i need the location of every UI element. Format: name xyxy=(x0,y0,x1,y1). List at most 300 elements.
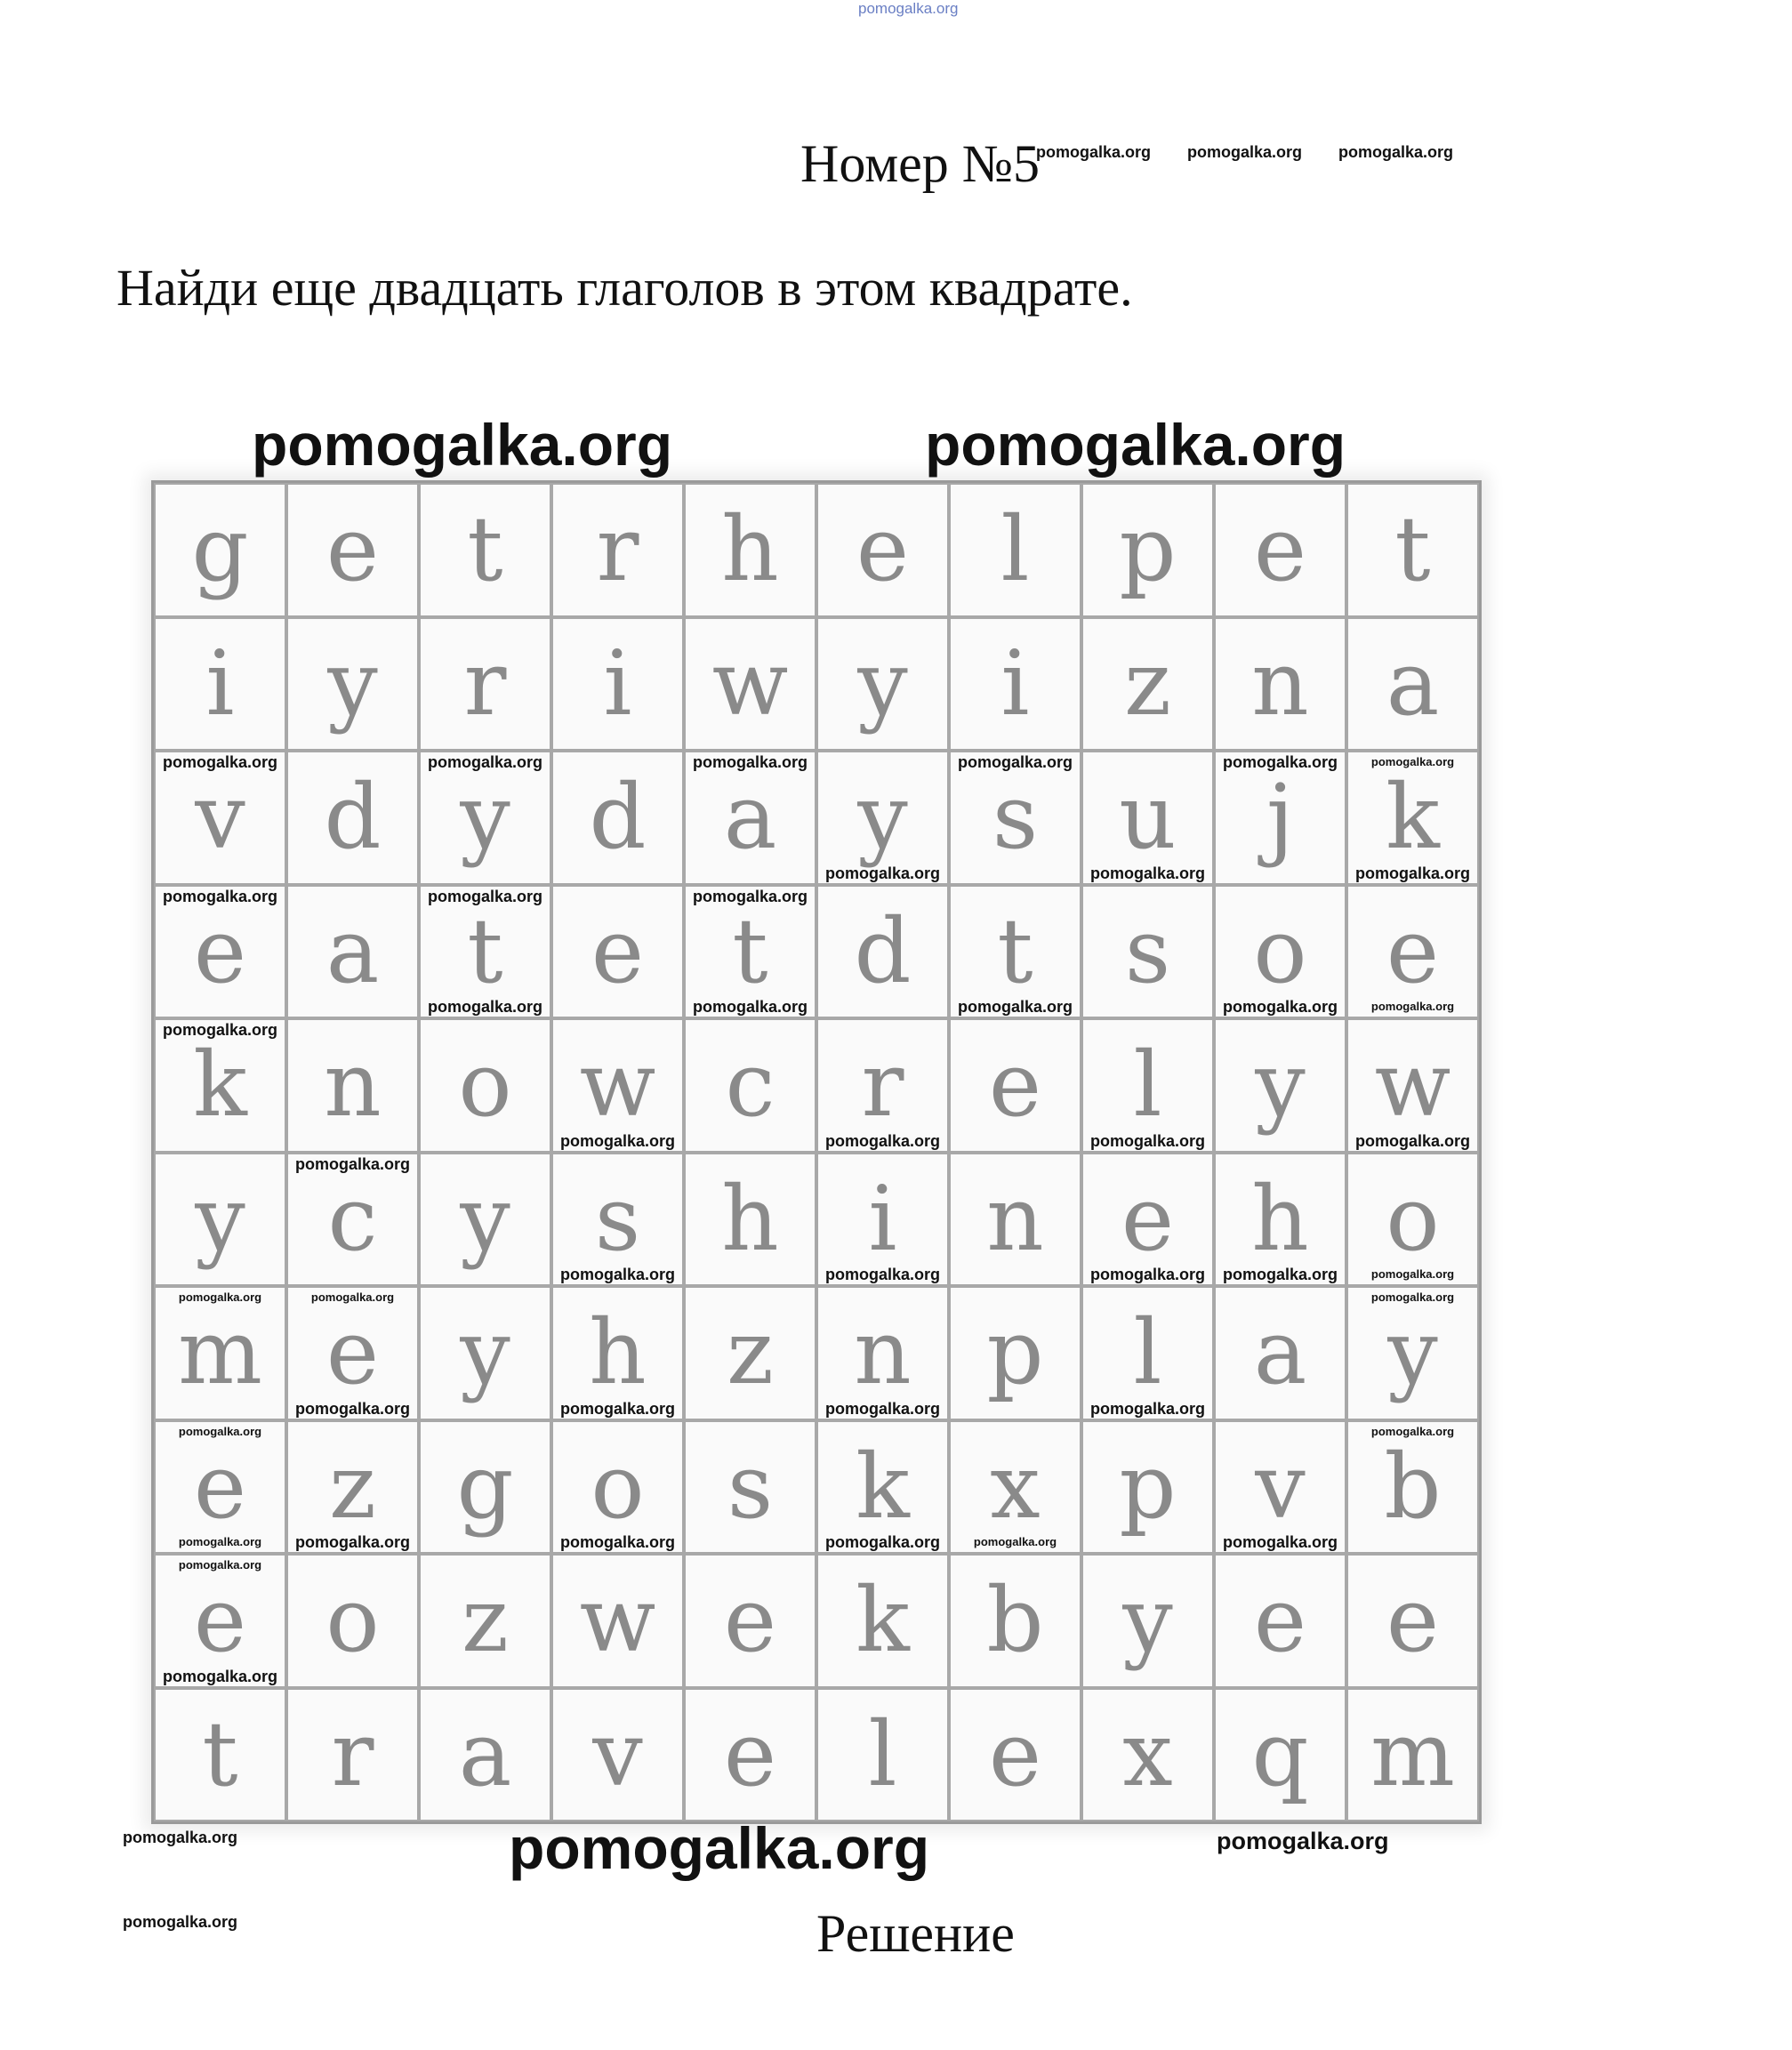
cell-watermark-slot xyxy=(818,997,947,1017)
grid-cell xyxy=(1081,617,1214,752)
watermark: pomogalka.org xyxy=(1222,1266,1338,1283)
grid-cell xyxy=(684,1420,816,1555)
cell-watermark-slot xyxy=(1083,1399,1212,1419)
watermark: pomogalka.org xyxy=(824,1399,940,1418)
grid-cell xyxy=(1081,1688,1214,1822)
grid-cell xyxy=(816,1554,949,1688)
grid-letter: r xyxy=(596,497,639,602)
grid-cell xyxy=(816,617,949,752)
watermark: pomogalka.org xyxy=(1354,864,1470,882)
cell-watermark-slot xyxy=(818,1667,947,1686)
grid-cell xyxy=(286,1554,419,1688)
grid-letter: a xyxy=(325,898,380,1003)
cell-watermark-slot xyxy=(951,1399,1080,1419)
grid-cell xyxy=(154,617,286,752)
grid-letter: a xyxy=(458,1701,512,1806)
watermark: pomogalka.org xyxy=(559,1399,675,1418)
grid-letter: t xyxy=(732,898,768,1003)
watermark: pomogalka.org xyxy=(162,1021,277,1039)
cell-watermark-slot xyxy=(156,1131,285,1151)
grid-letter: t xyxy=(997,898,1033,1003)
watermark: pomogalka.org xyxy=(1338,143,1454,161)
grid-cell xyxy=(1081,1153,1214,1287)
grid-cell xyxy=(949,617,1081,752)
cell-watermark-slot xyxy=(686,729,815,749)
cell-watermark-slot xyxy=(686,1399,815,1419)
grid-cell xyxy=(684,1554,816,1688)
grid-cell xyxy=(419,483,551,617)
cell-watermark-slot xyxy=(421,1667,550,1686)
grid-cell xyxy=(949,885,1081,1019)
grid-letter: e xyxy=(1121,1166,1175,1271)
cell-watermark-slot xyxy=(1348,1532,1477,1552)
cell-watermark-slot xyxy=(421,596,550,615)
cell-watermark-slot xyxy=(1348,729,1477,749)
grid-cell xyxy=(1081,483,1214,617)
cell-watermark-slot xyxy=(686,1667,815,1686)
cell-watermark-slot xyxy=(686,997,815,1017)
grid-cell xyxy=(1214,885,1346,1019)
cell-watermark-slot xyxy=(1083,864,1212,883)
grid-cell xyxy=(551,1554,684,1688)
grid-cell xyxy=(551,751,684,885)
grid-cell xyxy=(286,1153,419,1287)
watermark: pomogalka.org xyxy=(957,998,1073,1016)
grid-letter: i xyxy=(868,1166,897,1271)
grid-letter: h xyxy=(589,1300,647,1405)
cell-watermark-slot xyxy=(1216,596,1345,615)
grid-letter: a xyxy=(1253,1300,1307,1405)
grid-letter: y xyxy=(460,1166,510,1271)
grid-letter: e xyxy=(325,1300,380,1405)
cell-watermark-slot xyxy=(818,596,947,615)
watermark: pomogalka.org xyxy=(294,1154,410,1173)
watermark: pomogalka.org xyxy=(310,1290,395,1304)
grid-letter: y xyxy=(327,631,378,736)
grid-letter: y xyxy=(857,631,908,736)
cell-watermark-slot xyxy=(156,997,285,1017)
grid-cell xyxy=(551,617,684,752)
grid-letter: q xyxy=(1251,1701,1309,1806)
grid-cell xyxy=(419,1420,551,1555)
grid-cell xyxy=(816,1018,949,1153)
cell-watermark-slot xyxy=(1348,596,1477,615)
grid-cell xyxy=(1214,1018,1346,1153)
watermark: pomogalka.org xyxy=(1222,1533,1338,1551)
watermark: pomogalka.org xyxy=(1089,1131,1205,1150)
watermark: pomogalka.org xyxy=(427,753,542,771)
grid-cell xyxy=(1346,1286,1479,1420)
grid-letter: c xyxy=(725,1033,775,1138)
watermark: pomogalka.org xyxy=(123,1829,238,1846)
grid-cell xyxy=(154,1018,286,1153)
grid-cell xyxy=(949,1018,1081,1153)
cell-watermark-slot xyxy=(288,729,417,749)
grid-cell xyxy=(816,885,949,1019)
cell-watermark-slot xyxy=(553,864,682,883)
grid-letter: e xyxy=(193,1568,247,1673)
grid-letter: h xyxy=(721,1166,779,1271)
grid-cell xyxy=(551,483,684,617)
watermark: pomogalka.org xyxy=(509,1815,930,1881)
grid-letter: p xyxy=(1119,497,1177,602)
grid-cell xyxy=(154,483,286,617)
cell-watermark-slot xyxy=(1216,997,1345,1017)
grid-cell xyxy=(949,1554,1081,1688)
grid-letter: k xyxy=(856,1568,910,1673)
grid-cell xyxy=(816,1286,949,1420)
cell-watermark-slot xyxy=(1348,864,1477,883)
cell-watermark-slot xyxy=(686,864,815,883)
grid-letter: i xyxy=(603,631,632,736)
watermark: pomogalka.org xyxy=(692,998,808,1016)
grid-cell xyxy=(551,1420,684,1555)
cell-watermark-slot xyxy=(1083,1800,1212,1820)
grid-letter: p xyxy=(1119,1434,1177,1539)
grid-letter: r xyxy=(463,631,507,736)
solution-heading: Решение xyxy=(816,1904,1015,1963)
grid-cell xyxy=(286,483,419,617)
cell-watermark-slot xyxy=(1348,997,1477,1017)
grid-letter: g xyxy=(191,497,249,602)
grid-letter: e xyxy=(988,1701,1042,1806)
watermark: pomogalka.org xyxy=(162,753,277,771)
cell-watermark-slot xyxy=(951,1800,1080,1820)
cell-watermark-slot xyxy=(686,1532,815,1552)
grid-cell xyxy=(684,1286,816,1420)
grid-letter: o xyxy=(325,1568,380,1673)
cell-watermark-slot xyxy=(421,864,550,883)
grid-letter: y xyxy=(460,1300,510,1405)
cell-watermark-slot xyxy=(156,1800,285,1820)
cell-watermark-slot xyxy=(686,1131,815,1151)
grid-letter: v xyxy=(195,765,245,870)
grid-cell xyxy=(816,1688,949,1822)
grid-cell xyxy=(949,1688,1081,1822)
watermark: pomogalka.org xyxy=(1089,1399,1205,1418)
cell-watermark-slot xyxy=(156,729,285,749)
grid-cell xyxy=(419,1688,551,1822)
grid-letter: s xyxy=(727,1434,774,1539)
grid-letter: a xyxy=(723,765,777,870)
grid-cell xyxy=(1346,1554,1479,1688)
cell-watermark-slot xyxy=(288,997,417,1017)
grid-letter: e xyxy=(723,1701,777,1806)
grid-cell xyxy=(419,751,551,885)
grid-letter: e xyxy=(723,1568,777,1673)
grid-letter: n xyxy=(986,1166,1044,1271)
grid-cell xyxy=(816,483,949,617)
watermark: pomogalka.org xyxy=(957,753,1073,771)
grid-letter: t xyxy=(1394,497,1431,602)
watermark: pomogalka.org xyxy=(559,1266,675,1283)
grid-cell xyxy=(419,617,551,752)
cell-watermark-slot xyxy=(421,1532,550,1552)
watermark: pomogalka.org xyxy=(1217,1828,1389,1854)
grid-cell xyxy=(684,751,816,885)
grid-cell xyxy=(1214,1554,1346,1688)
grid-letter: n xyxy=(854,1300,912,1405)
grid-letter: e xyxy=(193,898,247,1003)
watermark: pomogalka.org xyxy=(162,1667,277,1685)
watermark: pomogalka.org xyxy=(178,1424,262,1438)
cell-watermark-slot xyxy=(421,997,550,1017)
grid-letter: y xyxy=(195,1166,245,1271)
watermark: pomogalka.org xyxy=(162,887,277,905)
cell-watermark-slot xyxy=(156,1399,285,1419)
watermark: pomogalka.org xyxy=(1370,1267,1455,1281)
grid-letter: y xyxy=(1387,1300,1438,1405)
watermark: pomogalka.org xyxy=(824,1266,940,1283)
cell-watermark-slot xyxy=(288,1800,417,1820)
watermark: pomogalka.org xyxy=(1222,753,1338,771)
grid-cell xyxy=(419,1153,551,1287)
cell-watermark-slot xyxy=(288,1399,417,1419)
cell-watermark-slot xyxy=(553,1532,682,1552)
grid-letter: v xyxy=(592,1701,643,1806)
grid-cell xyxy=(1214,1153,1346,1287)
grid-cell xyxy=(551,1153,684,1287)
cell-watermark-slot xyxy=(1216,1399,1345,1419)
cell-watermark-slot xyxy=(951,997,1080,1017)
grid-letter: m xyxy=(178,1300,262,1405)
grid-cell xyxy=(419,1286,551,1420)
grid-letter: e xyxy=(1253,497,1307,602)
grid-letter: x xyxy=(1122,1701,1173,1806)
grid-letter: h xyxy=(1251,1166,1309,1271)
grid-cell xyxy=(286,1018,419,1153)
watermark: pomogalka.org xyxy=(692,887,808,905)
grid-cell xyxy=(419,1554,551,1688)
grid-letter: i xyxy=(1000,631,1030,736)
grid-cell xyxy=(286,1420,419,1555)
watermark: pomogalka.org xyxy=(178,1535,262,1548)
watermark: pomogalka.org xyxy=(123,1913,238,1931)
watermark: pomogalka.org xyxy=(824,1131,940,1150)
grid-letter: a xyxy=(1386,631,1440,736)
grid-cell xyxy=(1081,1018,1214,1153)
grid-cell xyxy=(551,1018,684,1153)
grid-letter: k xyxy=(193,1033,247,1138)
grid-cell xyxy=(684,483,816,617)
grid-cell xyxy=(684,885,816,1019)
grid-cell xyxy=(684,617,816,752)
cell-watermark-slot xyxy=(288,864,417,883)
grid-letter: l xyxy=(868,1701,897,1806)
grid-cell xyxy=(1214,483,1346,617)
grid-cell xyxy=(551,1688,684,1822)
grid-letter: r xyxy=(861,1033,904,1138)
grid-letter: s xyxy=(1124,898,1171,1003)
cell-watermark-slot xyxy=(1216,1265,1345,1284)
cell-watermark-slot xyxy=(1348,1265,1477,1284)
grid-cell xyxy=(1346,885,1479,1019)
grid-cell xyxy=(154,1286,286,1420)
cell-watermark-slot xyxy=(1348,1667,1477,1686)
cell-watermark-slot xyxy=(288,1532,417,1552)
cell-watermark-slot xyxy=(1216,1667,1345,1686)
grid-letter: w xyxy=(711,631,789,736)
cell-watermark-slot xyxy=(421,1131,550,1151)
watermark: pomogalka.org xyxy=(1370,755,1455,768)
word-search-grid xyxy=(151,480,1482,1824)
grid-letter: l xyxy=(1133,1033,1162,1138)
grid-letter: i xyxy=(205,631,235,736)
cell-watermark-slot xyxy=(1348,1131,1477,1151)
cell-watermark-slot xyxy=(1216,864,1345,883)
grid-letter: k xyxy=(1386,765,1440,870)
task-instruction: Найди еще двадцать глаголов в этом квадрате. xyxy=(117,259,1133,317)
watermark: pomogalka.org xyxy=(1222,998,1338,1016)
cell-watermark-slot xyxy=(421,1265,550,1284)
grid-cell xyxy=(419,1018,551,1153)
watermark: pomogalka.org xyxy=(925,412,1346,478)
grid-letter: e xyxy=(325,497,380,602)
grid-letter: d xyxy=(324,765,382,870)
grid-cell xyxy=(816,1153,949,1287)
cell-watermark-slot xyxy=(951,1532,1080,1552)
grid-letter: e xyxy=(856,497,910,602)
grid-cell xyxy=(154,1554,286,1688)
cell-watermark-slot xyxy=(1083,729,1212,749)
cell-watermark-slot xyxy=(156,864,285,883)
grid-letter: m xyxy=(1370,1701,1455,1806)
watermark: pomogalka.org xyxy=(824,864,940,882)
grid-letter: d xyxy=(589,765,647,870)
watermark: pomogalka.org xyxy=(559,1533,675,1551)
grid-cell xyxy=(1346,1420,1479,1555)
watermark: pomogalka.org xyxy=(1089,864,1205,882)
site-watermark-top: pomogalka.org xyxy=(858,0,959,17)
grid-letter: g xyxy=(456,1434,514,1539)
grid-letter: t xyxy=(467,898,503,1003)
cell-watermark-slot xyxy=(1083,1265,1212,1284)
grid-cell xyxy=(949,751,1081,885)
grid-cell xyxy=(949,1286,1081,1420)
cell-watermark-slot xyxy=(553,1667,682,1686)
grid-letter: z xyxy=(329,1434,376,1539)
grid-cell xyxy=(1346,1018,1479,1153)
grid-cell xyxy=(1346,617,1479,752)
grid-letter: y xyxy=(857,765,908,870)
watermark: pomogalka.org xyxy=(294,1533,410,1551)
grid-letter: z xyxy=(727,1300,774,1405)
cell-watermark-slot xyxy=(1348,1399,1477,1419)
grid-cell xyxy=(949,1420,1081,1555)
cell-watermark-slot xyxy=(156,1667,285,1686)
grid-letter: o xyxy=(1253,898,1307,1003)
cell-watermark-slot xyxy=(818,864,947,883)
cell-watermark-slot xyxy=(1083,997,1212,1017)
watermark: pomogalka.org xyxy=(1089,1266,1205,1283)
cell-watermark-slot xyxy=(288,1265,417,1284)
grid-cell xyxy=(684,1153,816,1287)
watermark: pomogalka.org xyxy=(427,998,542,1016)
grid-letter: o xyxy=(1386,1166,1440,1271)
watermark: pomogalka.org xyxy=(294,1399,410,1418)
grid-letter: b xyxy=(986,1568,1044,1673)
grid-letter: e xyxy=(1386,1568,1440,1673)
watermark: pomogalka.org xyxy=(178,1558,262,1572)
cell-watermark-slot xyxy=(1083,1131,1212,1151)
watermark: pomogalka.org xyxy=(427,887,542,905)
cell-watermark-slot xyxy=(421,1399,550,1419)
grid-cell xyxy=(154,1420,286,1555)
grid-cell xyxy=(1214,1688,1346,1822)
grid-letter: v xyxy=(1255,1434,1306,1539)
cell-watermark-slot xyxy=(951,1265,1080,1284)
grid-cell xyxy=(949,1153,1081,1287)
watermark: pomogalka.org xyxy=(1370,1290,1455,1304)
grid-cell xyxy=(816,1420,949,1555)
grid-letter: n xyxy=(1251,631,1309,736)
grid-cell xyxy=(684,1688,816,1822)
watermark: pomogalka.org xyxy=(178,1290,262,1304)
cell-watermark-slot xyxy=(156,1265,285,1284)
watermark: pomogalka.org xyxy=(1370,1000,1455,1013)
cell-watermark-slot xyxy=(818,1532,947,1552)
grid-letter: l xyxy=(1000,497,1030,602)
grid-letter: s xyxy=(594,1166,641,1271)
cell-watermark-slot xyxy=(553,997,682,1017)
cell-watermark-slot xyxy=(156,1532,285,1552)
grid-cell xyxy=(1346,1688,1479,1822)
cell-watermark-slot xyxy=(951,1667,1080,1686)
grid-cell xyxy=(1346,1153,1479,1287)
cell-watermark-slot xyxy=(818,729,947,749)
grid-letter: y xyxy=(1255,1033,1306,1138)
grid-letter: y xyxy=(1122,1568,1173,1673)
grid-letter: t xyxy=(202,1701,238,1806)
cell-watermark-slot xyxy=(818,1399,947,1419)
cell-watermark-slot xyxy=(553,729,682,749)
grid-cell xyxy=(551,885,684,1019)
grid-letter: k xyxy=(856,1434,910,1539)
cell-watermark-slot xyxy=(686,1265,815,1284)
grid-letter: o xyxy=(458,1033,512,1138)
page-title: Номер №5 xyxy=(800,134,1041,193)
grid-cell xyxy=(419,885,551,1019)
grid-cell xyxy=(1346,751,1479,885)
grid-cell xyxy=(1214,1420,1346,1555)
grid-cell xyxy=(286,751,419,885)
cell-watermark-slot xyxy=(818,1265,947,1284)
cell-watermark-slot xyxy=(1216,729,1345,749)
grid-letter: j xyxy=(1266,765,1294,870)
grid-letter: c xyxy=(327,1166,378,1271)
grid-letter: e xyxy=(1253,1568,1307,1673)
grid-letter: e xyxy=(1386,898,1440,1003)
cell-watermark-slot xyxy=(288,596,417,615)
cell-watermark-slot xyxy=(1216,1532,1345,1552)
cell-watermark-slot xyxy=(553,1265,682,1284)
grid-cell xyxy=(1081,1420,1214,1555)
grid-letter: w xyxy=(579,1033,656,1138)
grid-cell xyxy=(1214,1286,1346,1420)
cell-watermark-slot xyxy=(1216,1131,1345,1151)
cell-watermark-slot xyxy=(1083,1667,1212,1686)
cell-watermark-slot xyxy=(288,1667,417,1686)
cell-watermark-slot xyxy=(553,596,682,615)
grid-letter: d xyxy=(854,898,912,1003)
grid-cell xyxy=(1346,483,1479,617)
watermark: pomogalka.org xyxy=(252,412,673,478)
grid-letter: x xyxy=(990,1434,1041,1539)
grid-letter: e xyxy=(988,1033,1042,1138)
cell-watermark-slot xyxy=(951,1131,1080,1151)
grid-letter: p xyxy=(986,1300,1044,1405)
watermark: pomogalka.org xyxy=(1187,143,1303,161)
